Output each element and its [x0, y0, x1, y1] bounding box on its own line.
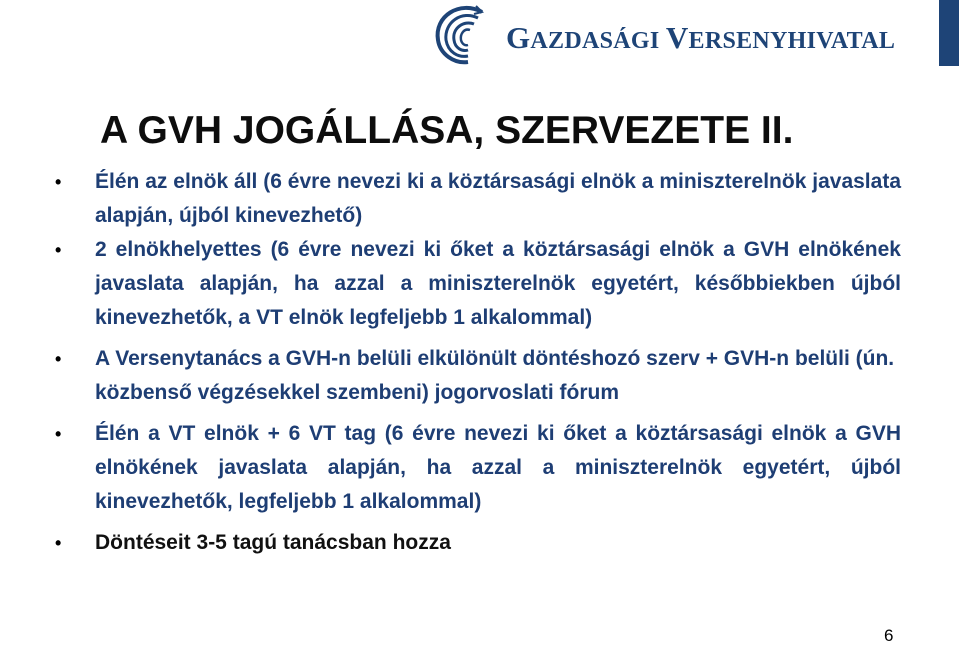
slide-title: A GVH JOGÁLLÁSA, SZERVEZETE II. [100, 109, 794, 152]
bullet-item-competition-council: • A Versenytanács a GVH-n belüli elkülönült döntéshozó szerv + GVH-n belüli (ún. közbenső végzésekkel szembeni) jogorvoslati fórum [95, 342, 901, 410]
logo-word-gazdasagi: AZDASÁGI [530, 28, 666, 54]
bullet-item-president: • Élén az elnök áll (6 évre nevezi ki a köztársasági elnök a miniszterelnök javaslata alapján, újból kinevezhető) [95, 165, 901, 233]
bullet-item-decisions: • Döntéseit 3-5 tagú tanácsban hozza [95, 526, 901, 560]
page-number: 6 [884, 626, 894, 645]
logo-initial-g: G [506, 20, 531, 55]
logo-initial-v: V [665, 20, 689, 55]
bullet-list [0, 165, 959, 560]
bullet-item-vice-presidents: • 2 elnökhelyettes (6 évre nevezi ki őket a köztársasági elnök a GVH elnökének javaslata alapján, ha azzal a miniszterelnök egyetért, későbbiekben újból kinevezhetők, a VT elnök legfeljebb 1 alkalommal) [95, 233, 901, 335]
corner-accent-bar [939, 0, 959, 66]
gvh-logo-icon [430, 2, 494, 66]
header [0, 0, 959, 68]
logo-word-versenyhivatal: ERSENYHIVATAL [688, 28, 896, 54]
logo-wordmark [506, 20, 895, 56]
bullet-item-council-members: • Élén a VT elnök + 6 VT tag (6 évre nevezi ki őket a köztársasági elnök a GVH elnökének javaslata alapján, ha azzal a miniszterelnök egyetért, újból kinevezhetők, legfeljebb 1 alkalommal) [95, 417, 901, 519]
